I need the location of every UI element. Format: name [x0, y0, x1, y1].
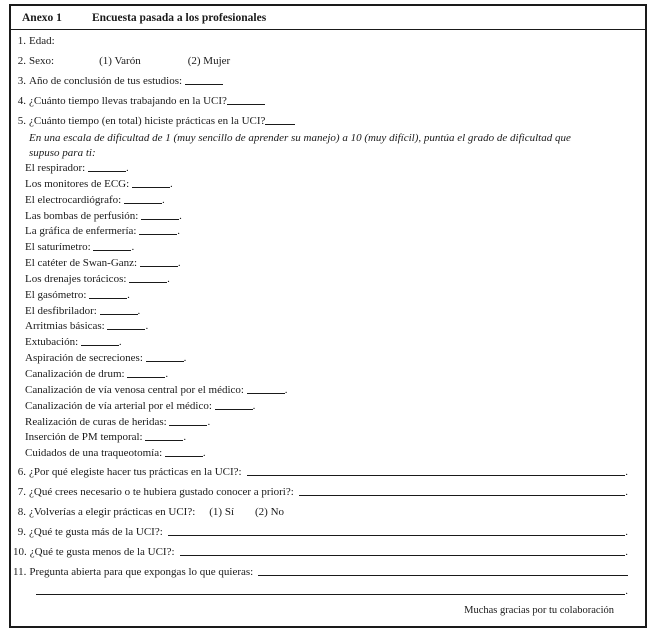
item-label: Realización de curas de heridas: [25, 415, 167, 428]
option-mujer: (2) Mujer [187, 55, 231, 67]
answer-blank [141, 217, 179, 220]
difficulty-item-canalizacion-drum: Canalización de drum: . [25, 367, 169, 380]
answer-line [168, 533, 625, 536]
difficulty-item-curas-heridas: Realización de curas de heridas: . [25, 415, 211, 428]
question-number: 3. [17, 75, 26, 87]
item-label: Las bombas de perfusión: [25, 209, 139, 222]
question-number: 7. [17, 486, 26, 499]
survey-form-box [9, 4, 647, 628]
answer-blank [89, 296, 127, 299]
question-8 [13, 502, 628, 522]
question-3 [13, 71, 628, 91]
question-11 [13, 562, 628, 582]
answer-line [247, 473, 626, 476]
item-label: El saturímetro: [25, 241, 91, 254]
question-number: 6. [17, 466, 26, 479]
question-label: ¿Cuánto tiempo llevas trabajando en la UCI? [29, 95, 227, 107]
difficulty-note-line1: En una escala de dificultad de 1 (muy sencillo de aprender su manejo) a 10 (muy difícil), puntúa el grado de dificultad que [29, 132, 571, 144]
item-label: Extubación: [25, 336, 79, 349]
difficulty-item-arritmias: Arritmias básicas: . [25, 320, 149, 333]
difficulty-item-pm-temporal: Inserción de PM temporal: . [25, 431, 187, 444]
question-number: 8. [17, 506, 26, 519]
question-label: ¿Qué crees necesario o te hubiera gustado conocer a priori?: [29, 486, 294, 499]
answer-blank [215, 407, 253, 410]
difficulty-item-grafica-enfermeria: La gráfica de enfermería: . [25, 225, 180, 238]
question-label: Pregunta abierta para que expongas lo que quieras: [29, 566, 254, 579]
difficulty-item-respirador: El respirador: . [25, 162, 129, 174]
answer-line [299, 493, 625, 496]
question-label: ¿Qué te gusta menos de la UCI?: [29, 546, 175, 559]
question-number: 1. [17, 35, 26, 47]
difficulty-item-electrocardiografo: El electrocardiógrafo: . [25, 193, 165, 206]
answer-blank [139, 232, 177, 235]
answer-blank [100, 312, 138, 315]
difficulty-item-saturimetro: El saturímetro: . [25, 241, 135, 254]
answer-blank [265, 122, 295, 125]
annex-label: Anexo 1 [22, 11, 62, 24]
answer-blank [146, 359, 184, 362]
answer-line [258, 573, 628, 576]
answer-blank [227, 102, 265, 105]
item-label: La gráfica de enfermería: [25, 225, 137, 238]
difficulty-item-via-arterial: Canalización de vía arterial por el médico: . [25, 399, 256, 412]
answer-blank [140, 264, 178, 267]
question-5 [13, 111, 628, 131]
closing-thanks: Muchas gracias por tu colaboración [464, 605, 614, 617]
difficulty-note-line2: supuso para ti: [29, 147, 96, 159]
answer-blank [169, 423, 207, 426]
item-label: Canalización de vía arterial por el médico: [25, 399, 212, 412]
question-2 [13, 51, 628, 71]
form-body [11, 30, 645, 621]
item-label: Los monitores de ECG: [25, 177, 130, 190]
answer-line [180, 553, 626, 556]
item-label: Arritmias básicas: [25, 320, 105, 333]
form-header [11, 6, 645, 30]
question-4 [13, 91, 628, 111]
answer-blank [247, 391, 285, 394]
item-label: El desfibrilador: [25, 304, 97, 317]
question-7: 7. ¿Qué crees necesario o te hubiera gustado conocer a priori?: . [13, 482, 628, 502]
answer-blank [93, 248, 131, 251]
option-varon: (1) Varón [99, 55, 141, 67]
answer-blank [185, 82, 223, 85]
question-number: 9. [17, 526, 26, 539]
answer-blank [124, 201, 162, 204]
item-label: Cuidados de una traqueotomía: [25, 447, 163, 460]
difficulty-item-aspiracion-secreciones: Aspiración de secreciones: . [25, 352, 187, 365]
question-label: ¿Por qué elegiste hacer tus prácticas en la UCI?: [29, 466, 242, 479]
item-label: Aspiración de secreciones: [25, 352, 143, 365]
answer-blank [88, 169, 126, 172]
difficulty-item-extubacion: Extubación: . [25, 336, 122, 349]
question-10: 10. ¿Qué te gusta menos de la UCI?: . [13, 542, 628, 562]
option-no: (2) No [255, 506, 285, 519]
difficulty-item-gasometro: El gasómetro: . [25, 288, 130, 301]
item-label: Los drenajes torácicos: [25, 272, 127, 285]
form-title: Encuesta pasada a los profesionales [91, 11, 267, 24]
question-9: 9. ¿Qué te gusta más de la UCI?: . [13, 522, 628, 542]
difficulty-item-bombas-perfusion: Las bombas de perfusión: . [25, 209, 182, 222]
question-number: 5. [17, 115, 26, 127]
answer-blank [129, 280, 167, 283]
difficulty-item-desfibrilador: El desfibrilador: . [25, 304, 141, 317]
question-label: Sexo: [29, 55, 55, 67]
answer-line [36, 592, 625, 595]
question-number: 2. [17, 55, 26, 67]
item-label: Inserción de PM temporal: [25, 431, 143, 444]
item-label: El gasómetro: [25, 288, 87, 301]
question-label: Año de conclusión de tus estudios: [29, 75, 183, 87]
item-label: Canalización de vía venosa central por el médico: [25, 383, 244, 396]
answer-blank [165, 454, 203, 457]
question-label: ¿Cuánto tiempo (en total) hiciste prácticas en la UCI? [29, 115, 266, 127]
answer-blank [145, 438, 183, 441]
item-label: Canalización de drum: [25, 367, 125, 380]
option-si: (1) Sí [209, 506, 235, 519]
question-number: 4. [17, 95, 26, 107]
difficulty-item-traqueotomia: Cuidados de una traqueotomía: . [25, 447, 206, 460]
question-1 [13, 31, 628, 51]
question-label: Edad: [29, 35, 55, 47]
difficulty-item-drenajes-toracicos: Los drenajes torácicos: . [25, 272, 170, 285]
question-label: ¿Volverías a elegir prácticas en UCI?: [29, 506, 196, 519]
question-number: 10. [13, 546, 27, 559]
answer-blank [107, 327, 145, 330]
difficulty-item-monitores-ecg: Los monitores de ECG: . [25, 177, 173, 190]
question-6: 6. ¿Por qué elegiste hacer tus prácticas en la UCI?: . [13, 462, 628, 482]
difficulty-item-via-venosa-central: Canalización de vía venosa central por el médico: . [25, 383, 288, 396]
answer-blank [81, 343, 119, 346]
answer-blank [132, 185, 170, 188]
item-label: El catéter de Swan-Ganz: [25, 257, 138, 270]
difficulty-item-swan-ganz: El catéter de Swan-Ganz: . [25, 257, 181, 270]
question-11-continuation: . [13, 582, 628, 600]
item-label: El electrocardiógrafo: [25, 193, 122, 206]
answer-blank [127, 375, 165, 378]
question-label: ¿Qué te gusta más de la UCI?: [29, 526, 163, 539]
item-label: El respirador: [25, 162, 86, 174]
question-number: 11. [13, 566, 27, 579]
